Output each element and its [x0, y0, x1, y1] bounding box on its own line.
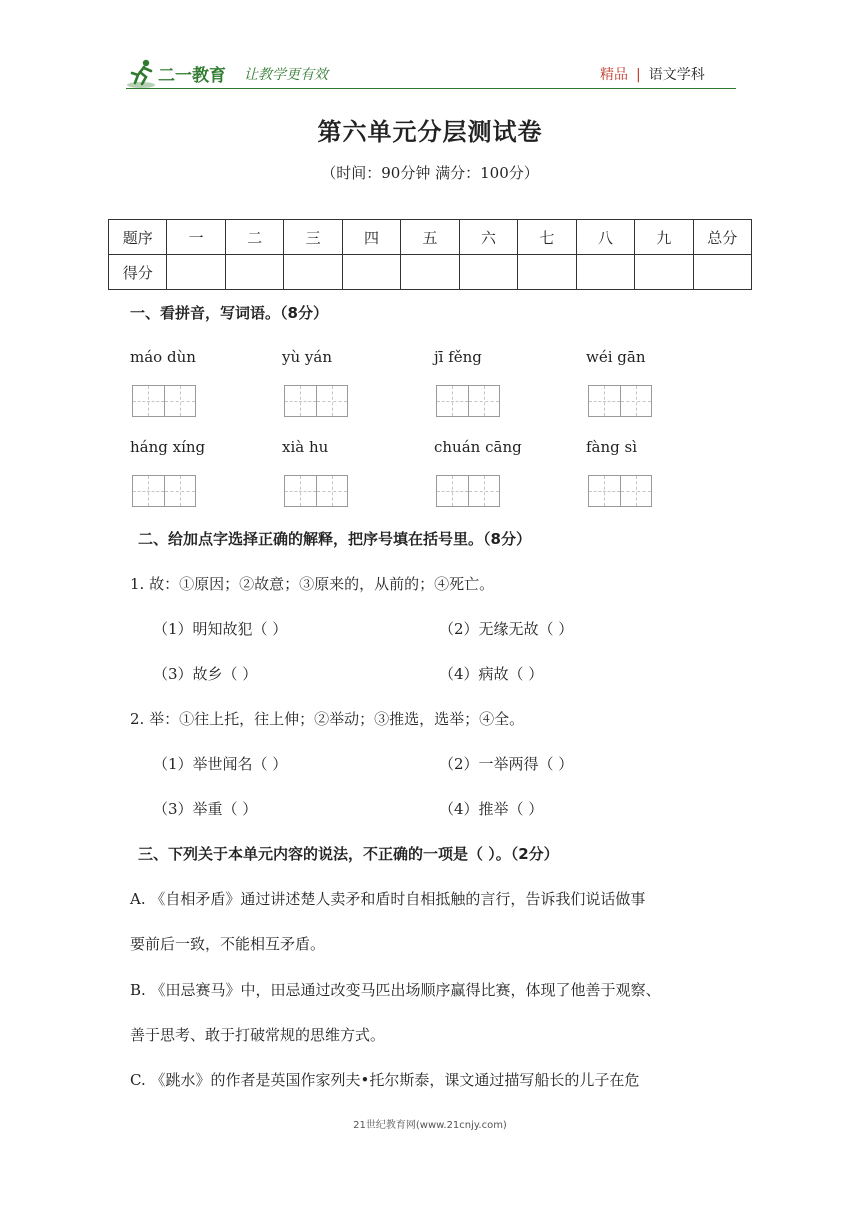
table-cell: 四 — [342, 220, 400, 255]
writing-grid[interactable] — [284, 385, 348, 417]
table-cell: 一 — [167, 220, 225, 255]
score-input-cell[interactable] — [459, 255, 517, 290]
answer-item[interactable]: （1）明知故犯（ ） — [153, 620, 288, 638]
header-separator: | — [636, 67, 641, 83]
pinyin-label: yù yán — [282, 348, 332, 366]
pinyin-label: chuán cāng — [434, 438, 522, 456]
section2-heading: 二、给加点字选择正确的解释，把序号填在括号里。（8分） — [138, 530, 531, 548]
subject-label: 语文学科 — [648, 67, 705, 83]
table-cell: 二 — [225, 220, 283, 255]
option-text: A. 《自相矛盾》通过讲述楚人卖矛和盾时自相抵触的言行，告诉我们说话做事 — [130, 890, 646, 908]
answer-item[interactable]: （3）举重（ ） — [153, 800, 258, 818]
page-footer: 21世纪教育网(www.21cnjy.com) — [353, 1120, 507, 1131]
writing-grid[interactable] — [588, 385, 652, 417]
answer-item[interactable]: （2）无缘无故（ ） — [439, 620, 574, 638]
answer-item[interactable]: （4）病故（ ） — [439, 665, 544, 683]
question-stem: 1. 故：①原因；②故意；③原来的，从前的；④死亡。 — [130, 575, 495, 593]
score-input-cell[interactable] — [635, 255, 693, 290]
answer-item[interactable]: （1）举世闻名（ ） — [153, 755, 288, 773]
writing-grid[interactable] — [588, 475, 652, 507]
answer-item[interactable]: （3）故乡（ ） — [153, 665, 258, 683]
slogan-text: 让教学更有效 — [244, 67, 328, 83]
pinyin-label: jī fěng — [434, 348, 482, 366]
pinyin-label: fàng sì — [586, 438, 638, 456]
writing-grid[interactable] — [436, 475, 500, 507]
section3-heading: 三、下列关于本单元内容的说法，不正确的一项是（ ）。（2分） — [138, 845, 559, 863]
table-cell: 九 — [635, 220, 693, 255]
score-table-header-row — [109, 220, 752, 255]
score-input-cell[interactable] — [284, 255, 342, 290]
option-text: 善于思考、敢于打破常规的思维方式。 — [130, 1026, 386, 1044]
table-cell: 六 — [459, 220, 517, 255]
score-input-cell[interactable] — [518, 255, 576, 290]
table-cell: 八 — [576, 220, 634, 255]
page-title: 第六单元分层测试卷 — [317, 118, 543, 146]
slogan — [244, 64, 328, 84]
score-input-cell[interactable] — [401, 255, 459, 290]
score-input-cell[interactable] — [167, 255, 225, 290]
option-text: C. 《跳水》的作者是英国作家列夫•托尔斯泰，课文通过描写船长的儿子在危 — [130, 1071, 640, 1089]
logo — [126, 58, 238, 90]
runner-logo-icon — [126, 58, 160, 90]
table-cell: 七 — [518, 220, 576, 255]
score-table-score-row — [109, 255, 752, 290]
table-cell: 得分 — [109, 255, 167, 290]
table-cell: 总分 — [693, 220, 751, 255]
exam-info: （时间：90分钟 满分：100分） — [321, 164, 539, 182]
writing-grid[interactable] — [436, 385, 500, 417]
answer-item[interactable]: （4）推举（ ） — [439, 800, 544, 818]
writing-grid[interactable] — [132, 475, 196, 507]
writing-grid[interactable] — [284, 475, 348, 507]
writing-grid[interactable] — [132, 385, 196, 417]
score-input-cell[interactable] — [225, 255, 283, 290]
table-cell: 五 — [401, 220, 459, 255]
premium-tag: 精品 — [600, 67, 628, 83]
logo-text: 二一教育 — [158, 66, 226, 86]
header-divider — [126, 88, 736, 89]
score-input-cell[interactable] — [576, 255, 634, 290]
pinyin-label: máo dùn — [130, 348, 196, 366]
pinyin-label: xià hu — [282, 438, 329, 456]
table-cell: 三 — [284, 220, 342, 255]
score-input-cell[interactable] — [693, 255, 751, 290]
table-cell: 题序 — [109, 220, 167, 255]
score-input-cell[interactable] — [342, 255, 400, 290]
pinyin-label: wéi gān — [586, 348, 646, 366]
option-text: B. 《田忌赛马》中，田忌通过改变马匹出场顺序赢得比赛，体现了他善于观察、 — [130, 981, 661, 999]
answer-item[interactable]: （2）一举两得（ ） — [439, 755, 574, 773]
question-stem: 2. 举：①往上托，往上伸；②举动；③推选，选举；④全。 — [130, 710, 525, 728]
section1-heading: 一、看拼音，写词语。（8分） — [130, 304, 328, 322]
pinyin-label: háng xíng — [130, 438, 206, 456]
header-right — [600, 64, 705, 84]
option-text: 要前后一致，不能相互矛盾。 — [130, 935, 326, 953]
score-table — [108, 219, 752, 290]
